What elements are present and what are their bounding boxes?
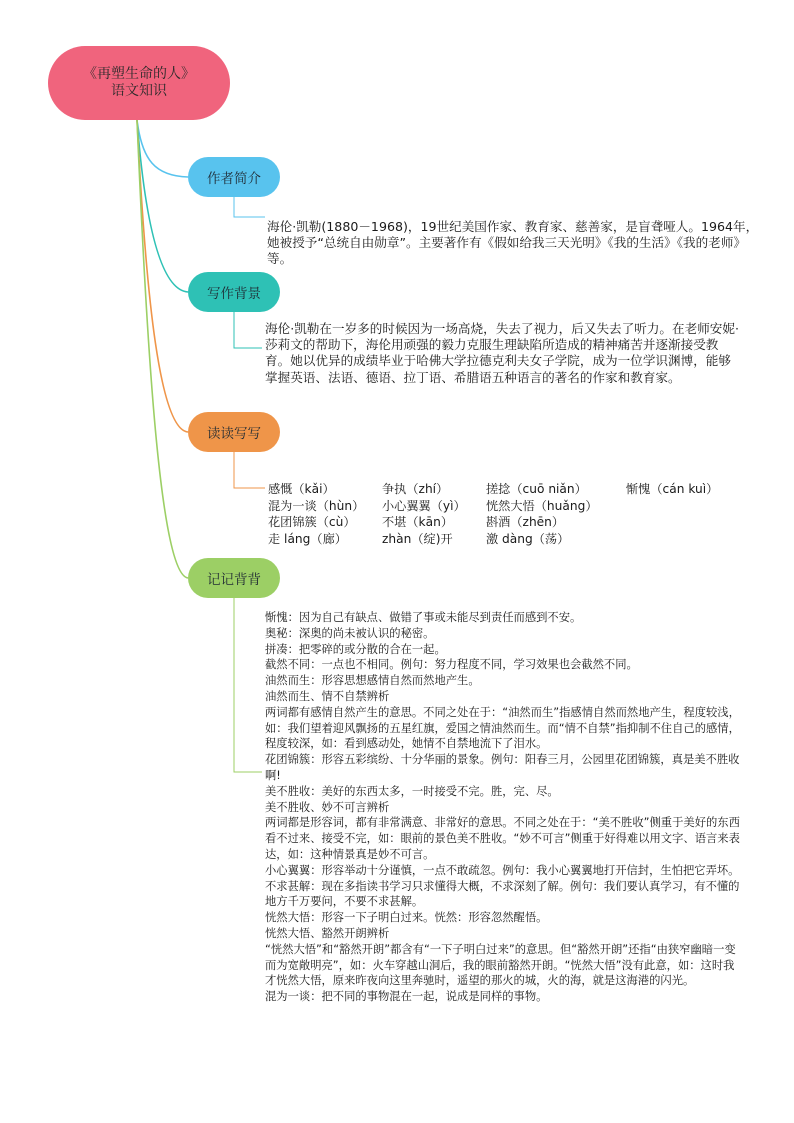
note-line: 拼凑：把零碎的或分散的合在一起。 — [265, 642, 446, 656]
note-line: 油然而生、情不自禁辨析 — [265, 689, 390, 703]
vocab-item: 走 láng（廊） — [268, 531, 347, 546]
author-intro-text: 海伦·凯勒(1880－1968)，19世纪美国作家、教育家、慈善家，是盲聋哑人。1964年，她被授予“总统自由勋章”。主要著作有《假如给我三天光明》《我的生活》《我的老师》等。 — [267, 219, 759, 267]
vocab-item: 激 dàng（荡） — [486, 531, 570, 546]
note-line: 美不胜收、妙不可言辨析 — [265, 800, 390, 814]
vocab-item: 斟酒（zhēn） — [486, 515, 565, 530]
note-line: 不求甚解：现在多指读书学习只求懂得大概，不求深刻了解。例句：我们要认真学习，有不懂的地方千万要问，不要不求甚解。 — [265, 879, 740, 909]
vocab-item: zhàn（绽)开 — [382, 531, 453, 546]
note-line: 混为一谈：把不同的事物混在一起，说成是同样的事物。 — [265, 990, 548, 1004]
note-line: 小心翼翼：形容举动十分谨慎，一点不敢疏忽。例句：我小心翼翼地打开信封，生怕把它弄坏。 — [265, 863, 740, 877]
note-line: 两词都是形容词，都有非常满意、非常好的意思。不同之处在于：“美不胜收”侧重于美好的东西看不过来、接受不完，如：眼前的景色美不胜收。“妙不可言”侧重于好得难以用文字、语言来表达，如：这种情景真是妙不可言。 — [265, 816, 740, 861]
branch-author-label: 作者简介 — [207, 171, 261, 187]
note-line: 两词都有感情自然产生的意思。不同之处在于：“油然而生”指感情自然而然地产生，程度较浅，如：我们望着迎风飘扬的五星红旗，爱国之情油然而生。而“情不自禁”指抑制不住自己的感情，程度较深，如：看到感动处，她情不自禁地流下了泪水。 — [265, 705, 740, 751]
leaf-connector-reading — [234, 452, 265, 488]
leaf-connector-author — [234, 197, 265, 217]
writing-background-text: 海伦·凯勒在一岁多的时候因为一场高烧，失去了视力，后又失去了听力。在老师安妮·莎莉文的帮助下，海伦用顽强的毅力克服生理缺陷所造成的精神痛苦并逐渐接受教育。她以优异的成绩毕业于哈佛大学拉德克利夫女子学院，成为一位学识渊博，能够掌握英语、法语、德语、拉丁语、希腊语五种语言的著名的作家和教育家。 — [265, 321, 739, 385]
vocab-row — [268, 514, 746, 531]
vocab-row — [268, 498, 746, 515]
note-line: 恍然大悟、豁然开朗辨析 — [265, 926, 390, 940]
branch-memorize — [188, 558, 280, 598]
note-line: 截然不同：一点也不相同。例句：努力程度不同，学习效果也会截然不同。 — [265, 658, 638, 672]
note-line: “恍然大悟”和“豁然开朗”都含有“一下子明白过来”的意思。但“豁然开朗”还指“由狭窄幽暗一变而为宽敞明亮”，如：火车穿越山洞后，我的眼前豁然开朗。“恍然大悟”没有此意，如：这时我才恍然大悟，原来昨夜向这里奔驰时，遥望的那火的城，火的海，就是这海港的闪光。 — [265, 942, 736, 988]
branch-author-intro — [188, 157, 280, 197]
branch-writing-background — [188, 272, 280, 312]
root-node — [48, 46, 230, 120]
note-line: 奥秘：深奥的尚未被认识的秘密。 — [265, 626, 435, 640]
branch-reading-label: 读读写写 — [207, 426, 261, 442]
root-title: 《再塑生命的人》 — [83, 66, 195, 82]
vocab-row — [268, 531, 746, 548]
vocab-item: 感慨（kǎi） — [268, 482, 335, 496]
root-subtitle: 语文知识 — [111, 83, 167, 99]
vocab-item: 混为一谈（hùn） — [268, 498, 365, 513]
vocab-item: 搓捻（cuō niǎn） — [486, 482, 587, 496]
vocab-item: 惭愧（cán kuì） — [626, 482, 719, 496]
branch-memory-label: 记记背背 — [207, 572, 261, 588]
vocabulary-table — [268, 481, 746, 547]
connector-author — [137, 120, 188, 177]
vocab-row — [268, 481, 746, 498]
vocab-item: 小心翼翼（yì） — [382, 498, 466, 513]
branch-background-label: 写作背景 — [207, 286, 261, 302]
memorize-notes — [265, 610, 743, 1005]
leaf-connector-memory — [234, 598, 262, 772]
note-line: 恍然大悟：形容一下子明白过来。恍然：形容忽然醒悟。 — [265, 911, 548, 925]
note-line: 油然而生：形容思想感情自然而然地产生。 — [265, 674, 480, 688]
note-line: 美不胜收：美好的东西太多，一时接受不完。胜，完、尽。 — [265, 784, 559, 798]
note-line: 花团锦簇：形容五彩缤纷、十分华丽的景象。例句：阳春三月，公园里花团锦簇，真是美不胜收啊! — [265, 753, 740, 782]
leaf-connector-background — [234, 312, 262, 348]
branch-read-write — [188, 412, 280, 452]
vocab-item: 不堪（kān） — [382, 515, 454, 530]
note-line: 惭愧：因为自己有缺点、做错了事或未能尽到责任而感到不安。 — [265, 611, 582, 624]
vocab-item: 争执（zhí） — [382, 482, 449, 496]
vocab-item: 花团锦簇（cù） — [268, 515, 356, 530]
vocab-item: 恍然大悟（huǎng） — [486, 498, 598, 513]
